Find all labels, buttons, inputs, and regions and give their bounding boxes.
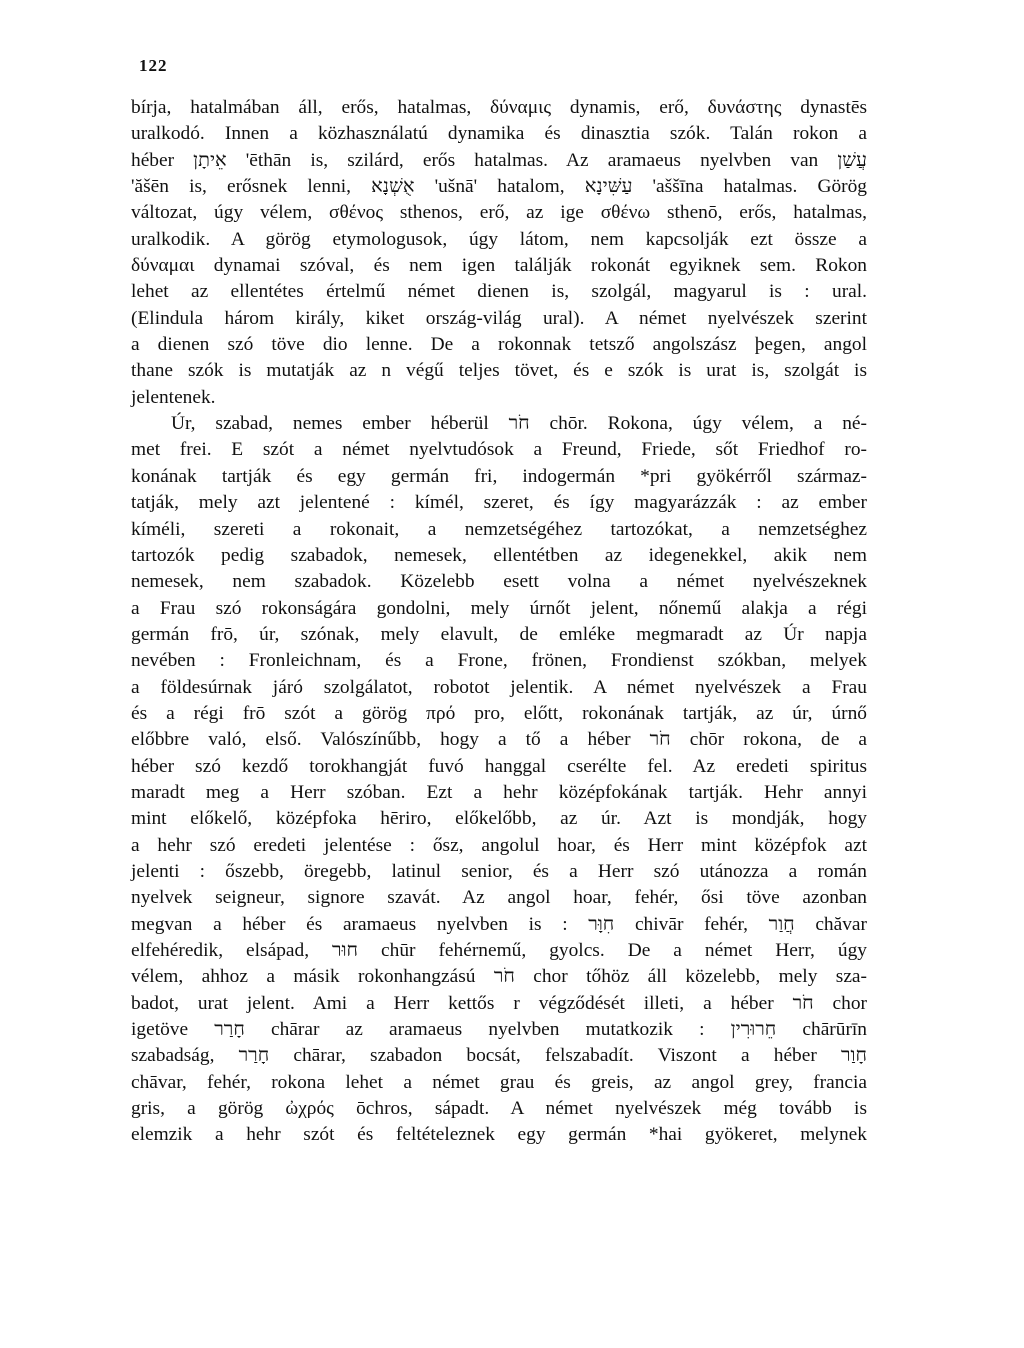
text-line: a földesúrnak járó szolgálatot, robotot jelentik. A német nyelvészek a Frau (131, 676, 867, 698)
text-line: jelenti : őszebb, öregebb, latinul senior, és a Herr szó utánozza a román (131, 860, 867, 882)
text-line: elfehéredik, elsápad, חוּר chūr fehérnemű, gyolcs. De a német Herr, úgy (131, 940, 867, 961)
text-line: lehet az ellentétes értelmű német dienen is, szolgál, magyarul is : ural. (131, 281, 867, 303)
page-number: 122 (139, 56, 168, 75)
text-line: a Frau szó rokonságára gondolni, mely úrnőt jelent, nőnemű alakja a régi (131, 597, 867, 619)
text-line: (Elindula három király, kiket ország-világ ural). A német nyelvészek szerint (131, 307, 867, 329)
text-line: megvan a héber és aramaeus nyelvben is : חִוָּר chivār fehér, חֲוַר chăvar (131, 913, 867, 935)
text-line: héber אֵיתָן 'ēthān is, szilárd, erős hatalmas. Az aramaeus nyelvben van עֲשַׁן (131, 149, 867, 171)
text-line: met frei. E szót a német nyelvtudósok a Freund, Friede, sőt Friedhof ro- (131, 439, 867, 461)
text-line: germán frō, úr, szónak, mely elavult, de emléke megmaradt az Úr napja (131, 623, 867, 645)
text-line: kíméli, szereti a rokonait, a nemzetségéhez tartozókat, a nemzetséghez (131, 518, 867, 540)
text-line: és a régi frō szót a görög πρό pro, előtt, rokonának tartják, az úr, úrnő (131, 702, 867, 724)
text-line: uralkodó. Innen a közhasználatú dynamika és dinasztia szók. Talán rokon a (131, 123, 867, 145)
text-line: nemesek, nem szabadok. Közelebb esett volna a német nyelvészeknek (131, 571, 867, 593)
text-line: előbbre való, első. Valószínűbb, hogy a tő a héber חֹר chōr rokona, de a (131, 729, 867, 751)
text-line: mint előkelő, középfoka hēriro, előkelőbb, az úr. Azt is mondják, hogy (131, 808, 867, 830)
text-line: chāvar, fehér, rokona lehet a német grau és greis, az angol grey, francia (131, 1071, 867, 1093)
text-line: nyelvek seigneur, signore szavát. Az angol hoar, fehér, ősi töve azonban (131, 887, 867, 909)
text-line: vélem, ahhoz a másik rokonhangzású חֹר chor tőhöz áll közelebb, mely sza- (131, 966, 867, 988)
text-line: változat, úgy vélem, σθένος sthenos, erő, az ige σθένω sthenō, erős, hatalmas, (131, 202, 867, 224)
body-text (131, 95, 867, 1175)
text-line: badot, urat jelent. Ami a Herr kettős r végződését illeti, a héber חֹר chor (131, 992, 868, 1014)
text-line: nevében : Fronleichnam, és a Frone, frönen, Frondienst szókban, melyek (131, 650, 867, 672)
text-line: héber szó kezdő torokhangját fuvó hanggal cserélte fel. Az eredeti spiritus (131, 755, 867, 777)
text-line: maradt meg a Herr szóban. Ezt a hehr középfokának tartják. Hehr annyi (131, 781, 867, 803)
text-line: elemzik a hehr szót és feltételeznek egy germán *hai gyökeret, melynek (131, 1124, 867, 1146)
text-line: tartozók pedig szabadok, nemesek, ellentétben az idegenekkel, akik nem (131, 544, 867, 566)
text-line: szabadság, חָרַר chārar, szabadon bocsát, felszabadít. Viszont a héber חָוַר (131, 1045, 867, 1067)
text-line: tatják, mely azt jelentené : kímél, szeret, és így magyarázzák : az ember (131, 492, 867, 514)
text-line: uralkodik. A görög etymologusok, úgy látom, nem kapcsolják ezt össze a (131, 228, 867, 250)
text-line: konának tartják és egy germán fri, indogermán *pri gyökérről származ- (131, 465, 867, 487)
text-line (131, 1149, 867, 1175)
text-line: δύναμαι dynamai szóval, és nem igen találják rokonát egyiknek sem. Rokon (131, 255, 867, 277)
text-line: thane szók is mutatják az n végű teljes tövet, és e szók is urat is, szolgát is (131, 360, 867, 382)
text-line: 'ăšēn is, erősnek lenni, אֻשְׁנָא 'ušnā' hatalom, עַשִּׁינָא 'aššīna hatalmas. Görög (131, 176, 867, 198)
paragraph-end-line: jelentenek. (131, 386, 216, 408)
text-line: gris, a görög ὠχρός ōchros, sápadt. A német nyelvészek még tovább is (131, 1098, 867, 1120)
text-line: bírja, hatalmában áll, erős, hatalmas, δύναμις dynamis, erő, δυνάστης dynastēs (131, 97, 867, 118)
paragraph-start-line: Úr, szabad, nemes ember héberül חֹר chōr. Rokona, úgy vélem, a né- (171, 413, 867, 435)
text-line: a hehr szó eredeti jelentése : ősz, angolul hoar, és Herr mint középfok azt (131, 834, 867, 856)
text-line: igetöve חָרַר chārar az aramaeus nyelvben mutatkozik : חֵרוּרִין chārūrīn (131, 1019, 867, 1041)
text-line: a dienen szó töve dio lenne. De a rokonnak tetsző angolszász þegen, angol (131, 334, 867, 356)
